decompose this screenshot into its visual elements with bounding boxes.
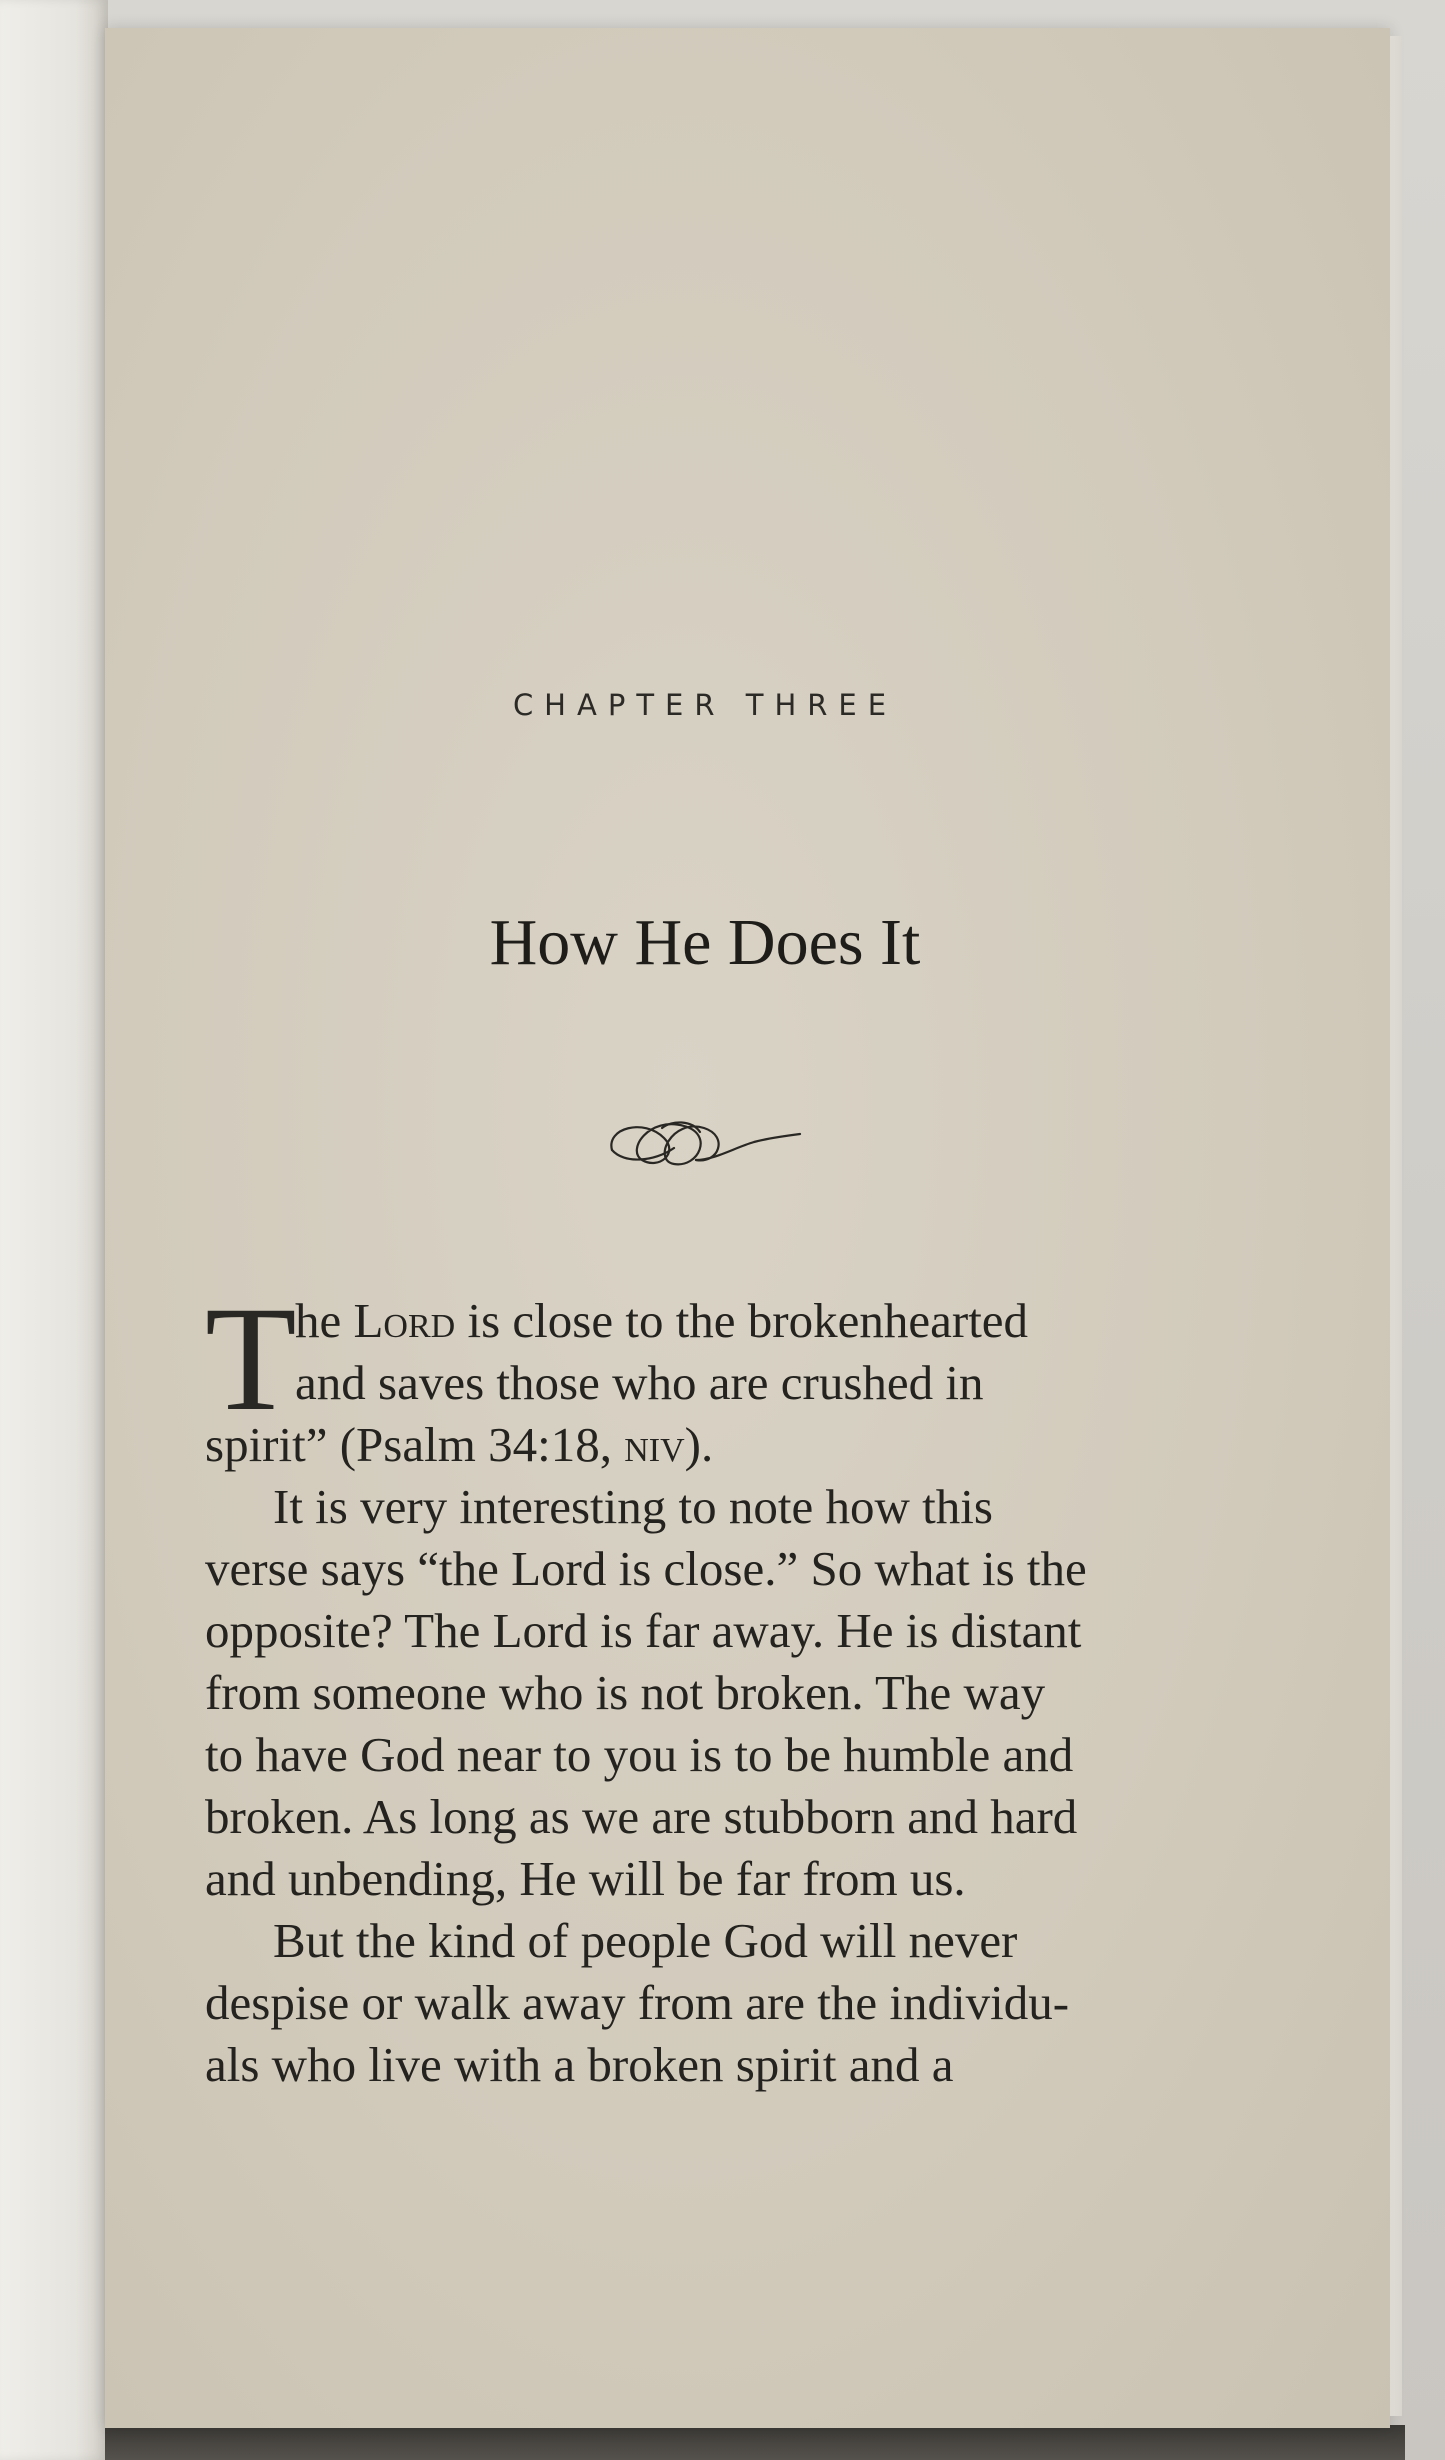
book-cover-shadow xyxy=(105,2425,1405,2460)
small-caps-lord: Lord xyxy=(353,1293,456,1348)
small-caps-niv: niv xyxy=(624,1417,685,1472)
text-line: from someone who is not broken. The way xyxy=(205,1665,1046,1720)
text-line: It is very interesting to note how this xyxy=(273,1479,993,1534)
text-line: and unbending, He will be far from us. xyxy=(205,1851,966,1906)
body-text xyxy=(205,1276,1235,2096)
text-line: verse says “the Lord is close.” So what is the xyxy=(205,1541,1087,1596)
chapter-title: How He Does It xyxy=(489,906,921,979)
text-line: despise or walk away from are the individu- xyxy=(205,1975,1070,2030)
text-line: he Lord is close to the brokenhearted xyxy=(295,1293,1029,1348)
chapter-label: CHAPTER THREE xyxy=(512,688,898,722)
drop-cap: T xyxy=(205,1276,297,1442)
text-line: spirit” (Psalm 34:18, niv). xyxy=(205,1417,714,1472)
facing-page-edge xyxy=(0,0,108,2460)
text-line: to have God near to you is to be humble and xyxy=(205,1727,1074,1782)
text-line: and saves those who are crushed in xyxy=(295,1355,984,1410)
text-line: opposite? The Lord is far away. He is distant xyxy=(205,1603,1082,1658)
flourish-ornament-icon xyxy=(604,1098,804,1178)
text-line: But the kind of people God will never xyxy=(273,1913,1018,1968)
text-line: als who live with a broken spirit and a xyxy=(205,2037,954,2092)
text-line: broken. As long as we are stubborn and hard xyxy=(205,1789,1078,1844)
